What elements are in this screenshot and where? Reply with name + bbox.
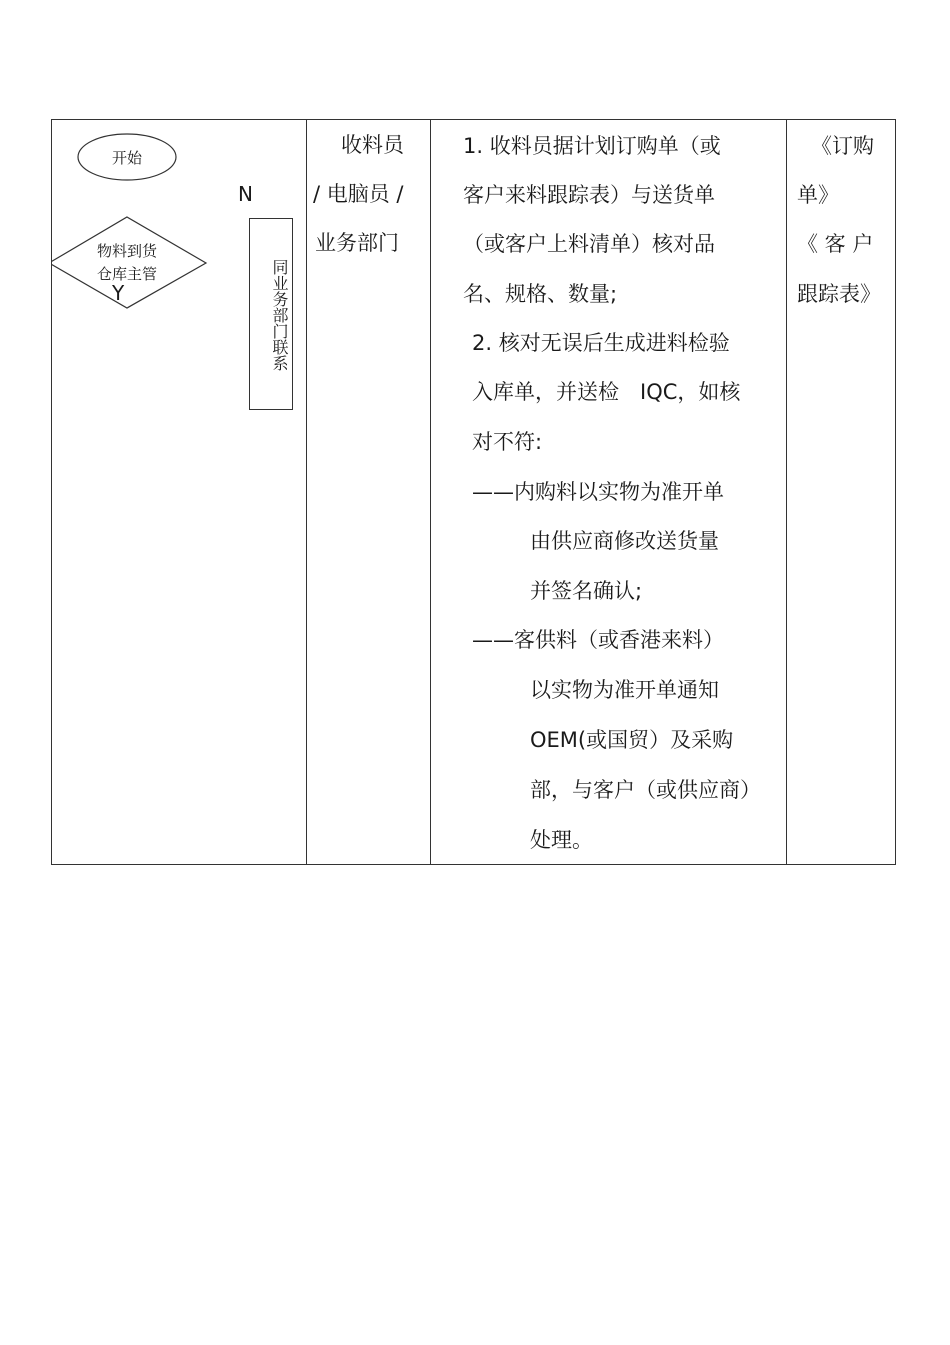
description-line: OEM(或国贸）及采购 [530,728,734,752]
decision-label [72,240,182,286]
start-label: 开始 [111,148,142,167]
description-line: 1. 收料员据计划订购单（或 [463,134,721,158]
description-line: 并签名确认; [530,579,643,603]
description-line: 入库单，并送检 IQC，如核 [472,380,741,404]
description-line: ——内购料以实物为准开单 [472,480,724,504]
decision-line: 仓库主管 [96,265,157,283]
responsible-line: / 电脑员 / [313,182,404,206]
yes-branch-label: Y [112,281,125,305]
description-line: ——客供料（或香港来料） [472,628,724,652]
responsible-line: 收料员 [341,133,404,157]
description-line: 2. 核对无误后生成进料检验 [472,331,730,355]
description-line: （或客户上料清单）核对品 [463,232,715,256]
flowchart-cell [52,120,306,864]
document-line: 单》 [797,183,839,207]
description-line: 处理。 [530,828,593,852]
contact-department-box [249,218,293,410]
documents-cell [787,120,897,864]
description-line: 由供应商修改送货量 [530,529,719,553]
document-line: 《订购 [811,134,874,158]
responsible-cell [307,120,430,864]
description-line: 对不符: [472,430,543,454]
description-line: 名、规格、数量; [463,282,618,306]
decision-line: 物料到货 [96,242,157,260]
contact-department-text: 同业务部门联系 [270,259,289,371]
responsible-line: 业务部门 [315,231,399,255]
document-line: 《 客 户 [797,232,874,256]
description-line: 以实物为准开单通知 [530,678,719,702]
description-line: 客户来料跟踪表）与送货单 [463,183,715,207]
procedure-table [51,119,896,865]
description-line: 部，与客户（或供应商） [530,778,761,802]
description-cell [431,120,786,864]
document-line: 跟踪表》 [797,282,881,306]
no-branch-label: N [238,182,253,206]
